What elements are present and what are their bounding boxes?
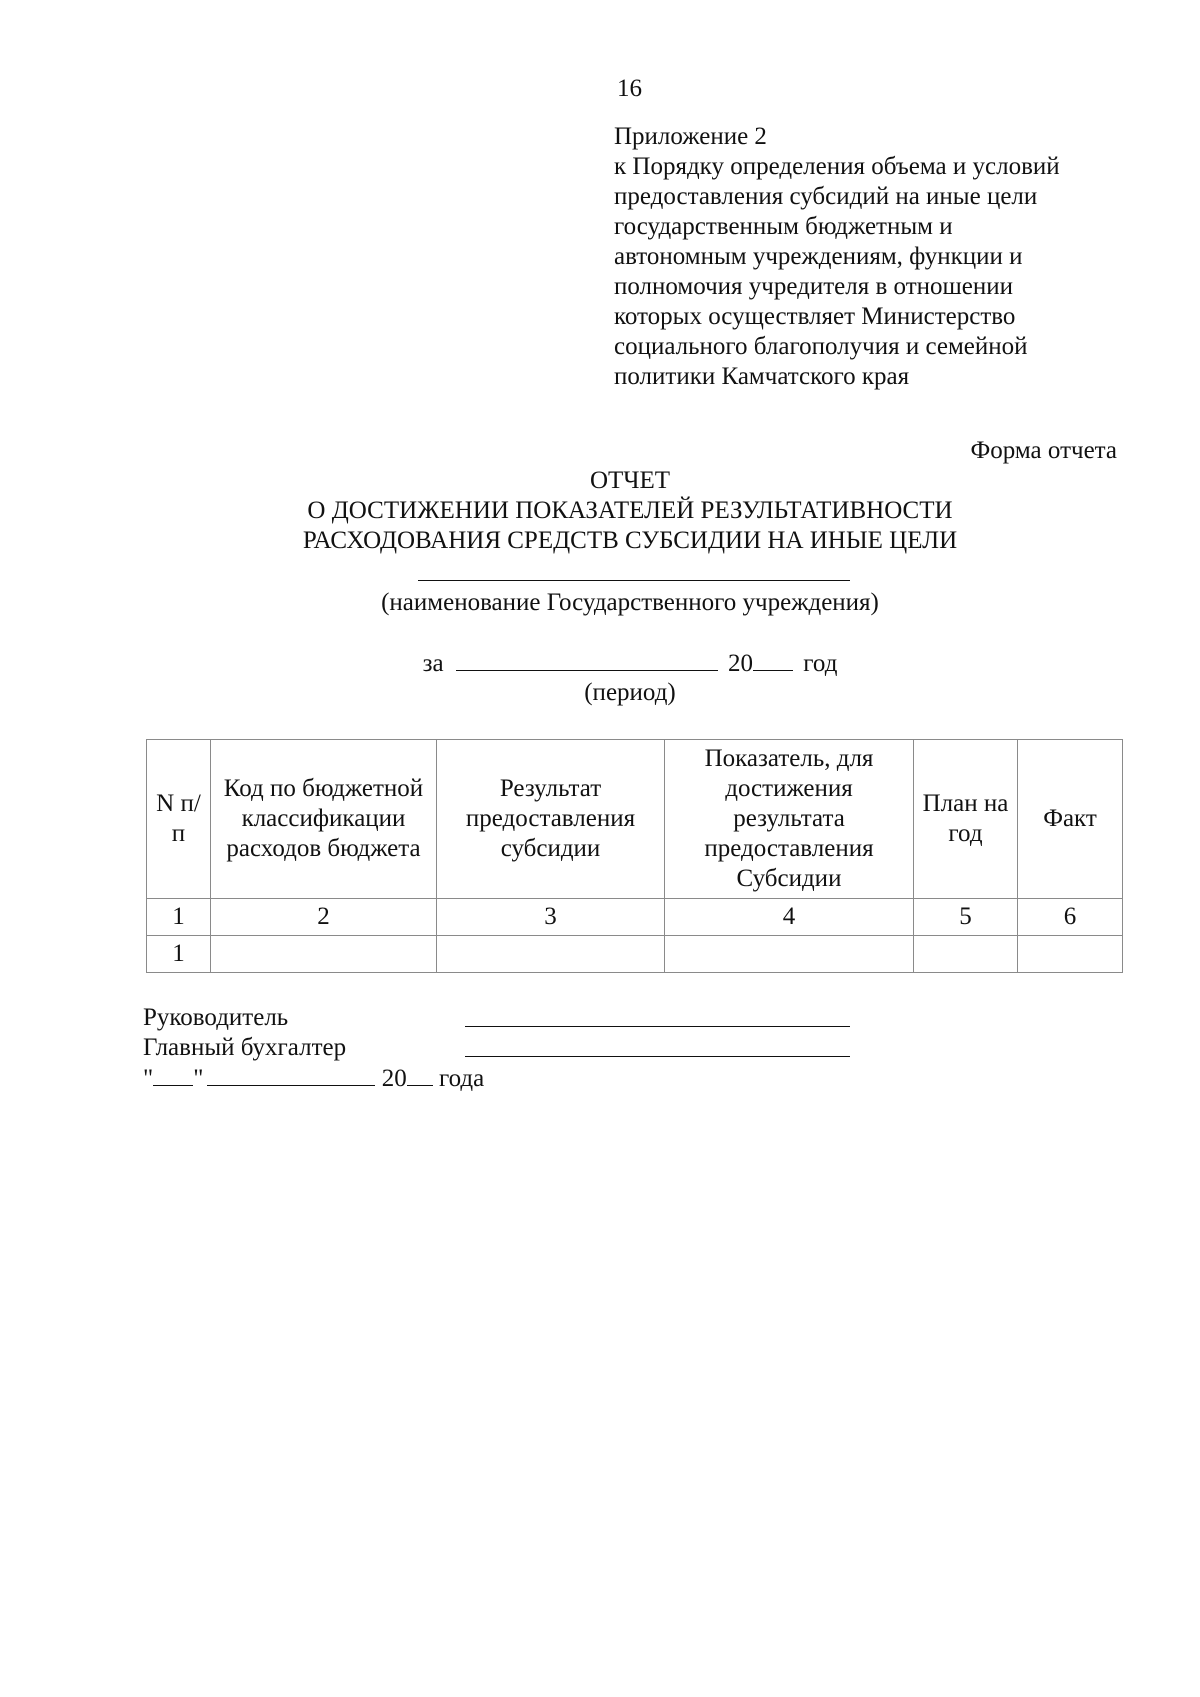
appendix-line: которых осуществляет Министерство [614, 303, 1016, 330]
table-cell-plan[interactable] [914, 936, 1018, 973]
period-prefix: за [422, 650, 444, 677]
column-header-number: N п/п [147, 740, 211, 899]
report-title [0, 466, 1200, 556]
accountant-signature-field[interactable] [465, 1056, 850, 1057]
column-number: 4 [665, 899, 914, 936]
date-quote-open: " [143, 1065, 154, 1092]
column-number: 6 [1018, 899, 1123, 936]
column-number-row [147, 899, 1123, 936]
institution-name-field[interactable] [418, 580, 850, 581]
column-header-indicator: Показатель, для достижения результата предоставления Субсидии [665, 740, 914, 899]
table-cell-fact[interactable] [1018, 936, 1123, 973]
institution-caption: (наименование Государственного учреждения) [381, 589, 879, 616]
table-row [147, 936, 1123, 973]
report-title-line: ОТЧЕТ [589, 467, 671, 494]
period-year-prefix: 20 [728, 650, 754, 677]
column-header-plan: План на год [914, 740, 1018, 899]
date-day-field[interactable] [153, 1063, 193, 1086]
period-field[interactable] [456, 648, 718, 671]
head-signature-row [143, 1003, 484, 1033]
report-title-line: О ДОСТИЖЕНИИ ПОКАЗАТЕЛЕЙ РЕЗУЛЬТАТИВНОСТИ [307, 497, 953, 524]
report-table [146, 739, 1123, 973]
date-month-field[interactable] [207, 1063, 375, 1086]
period-row [0, 648, 1200, 679]
appendix-line: к Порядку определения объема и условий [614, 153, 1060, 180]
column-number: 3 [437, 899, 665, 936]
table-cell-budget-code[interactable] [211, 936, 437, 973]
report-title-line: РАСХОДОВАНИЯ СРЕДСТВ СУБСИДИИ НА ИНЫЕ ЦЕЛИ [302, 527, 958, 554]
period-year-field[interactable] [753, 648, 793, 671]
period-suffix: год [803, 650, 838, 677]
date-row [143, 1063, 484, 1094]
column-header-fact: Факт [1018, 740, 1123, 899]
appendix-line: социального благополучия и семейной [614, 333, 1028, 360]
appendix-line: государственным бюджетным и [614, 213, 953, 240]
appendix-line: полномочия учредителя в отношении [614, 273, 1013, 300]
column-number: 5 [914, 899, 1018, 936]
signature-block [143, 1003, 484, 1094]
appendix-line: предоставления субсидий на иные цели [614, 183, 1038, 210]
head-label: Руководитель [143, 1004, 289, 1031]
table-cell-indicator[interactable] [665, 936, 914, 973]
table-cell-result[interactable] [437, 936, 665, 973]
column-header-budget-code: Код по бюджетной классификации расходов бюджета [211, 740, 437, 899]
head-signature-field[interactable] [465, 1026, 850, 1027]
date-suffix: года [438, 1065, 485, 1092]
accountant-label: Главный бухгалтер [143, 1034, 347, 1061]
appendix-block [614, 122, 1134, 392]
date-year-prefix: 20 [381, 1065, 407, 1092]
column-number: 1 [147, 899, 211, 936]
column-header-result: Результат предоставления субсидии [437, 740, 665, 899]
table-cell-number: 1 [147, 936, 211, 973]
date-year-field[interactable] [407, 1063, 433, 1086]
table-header-row [147, 740, 1123, 899]
period-caption: (период) [584, 679, 676, 706]
accountant-signature-row [143, 1033, 484, 1063]
appendix-line: автономным учреждениям, функции и [614, 243, 1023, 270]
appendix-line: Приложение 2 [614, 123, 767, 150]
form-label: Форма отчета [970, 437, 1117, 464]
column-number: 2 [211, 899, 437, 936]
date-quote-close: " [193, 1065, 204, 1092]
appendix-line: политики Камчатского края [614, 363, 910, 390]
page-number: 16 [617, 75, 642, 102]
